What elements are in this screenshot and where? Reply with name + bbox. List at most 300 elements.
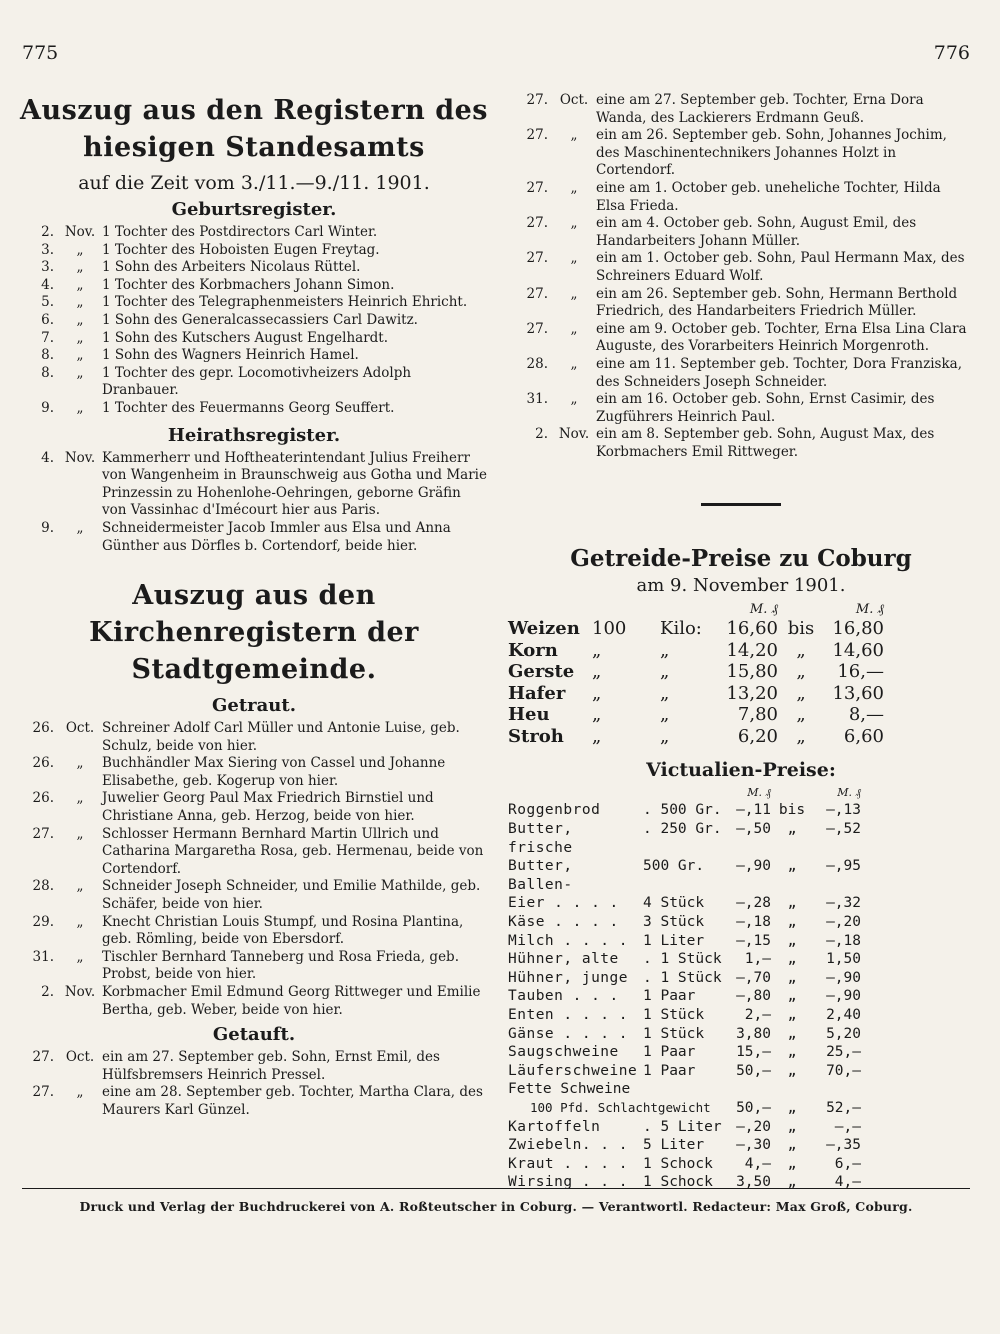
victual-price-high: 70,— [826,1062,861,1079]
entry-day: 27. [32,1084,54,1101]
entry-text: ein am 27. September geb. Sohn, Ernst Emil, des Hülfsbremsers Heinrich Pressel. [102,1049,440,1083]
victual-price-low: —,30 [736,1137,771,1154]
victual-price-high: 4,— [834,1174,861,1191]
victual-bis: „ [787,1062,797,1079]
registry-title: Auszug aus den Registern des hiesigen Standesamts [20,95,488,163]
list-item [20,914,488,949]
victual-bis: „ [787,821,797,838]
entry-day: 27. [526,285,548,302]
list-item [20,826,488,879]
entry-month: Oct. [559,92,589,108]
victual-bis: „ [787,1007,797,1023]
entry-day: 4. [41,276,54,293]
entry-text: ein am 26. September geb. Sohn, Johannes Jochim, des Maschinentechnikers Johannes Holzt in Cortendorf. [596,127,947,179]
entry-month: „ [570,320,578,337]
victual-row [508,1062,974,1081]
victual-row [508,969,974,988]
list-item [20,949,488,984]
baptisms-left-list [20,1049,488,1119]
grain-price-low: 13,20 [726,682,778,704]
entry-day: 9. [41,519,54,536]
grain-name: Korn [508,639,558,661]
entry-month: Oct. [65,720,95,737]
entry-day: 27. [526,215,548,232]
grain-unit: „ [660,725,670,747]
list-item [508,215,974,250]
victual-row [508,801,974,820]
grain-unit: „ [660,704,670,726]
grain-title: Getreide-Preise zu Coburg [570,545,912,573]
entry-month: „ [76,913,84,930]
victual-name: Läuferschweine [508,1062,638,1079]
victual-name: Wirsing . . . [508,1174,628,1191]
victual-price-high: —,90 [826,969,861,986]
entry-text: 1 Tochter des gepr. Locomotivheizers Adolph Dranbauer. [102,364,412,399]
victual-bis: „ [787,969,797,986]
victual-bis: „ [787,1137,797,1154]
unit-mark-4: M. ₰ [837,786,861,800]
victual-name: Kraut . . . . [508,1155,628,1172]
list-item [508,426,974,461]
victual-price-high: —,20 [826,914,861,931]
victual-name: Zwiebeln. . . [508,1137,628,1154]
baptisms-right-list [508,92,974,461]
grain-price-high: 6,60 [843,725,884,747]
victual-row [508,857,974,894]
victual-bis: „ [787,858,797,875]
entry-day: 26. [32,720,54,737]
victual-price-low: —,20 [736,1118,771,1135]
list-item [20,242,488,260]
victual-price-low: 50,— [736,1062,771,1079]
victual-price-high: —,95 [826,858,861,875]
entry-day: 2. [535,426,548,443]
victual-price-low: 1,— [744,951,771,968]
list-item [20,755,488,790]
victual-price-high: —,35 [826,1137,861,1154]
list-item [20,790,488,825]
entry-month: „ [76,878,84,895]
entry-day: 26. [32,790,54,807]
victual-name: Hühner, junge [508,969,628,986]
victual-name: Tauben . . . [508,988,619,1005]
victual-bis: bis [778,802,806,819]
victual-row [508,894,974,913]
grain-row [508,640,974,662]
entry-text: ein am 1. October geb. Sohn, Paul Hermann Max, des Schreiners Eduard Wolf. [596,250,965,284]
grain-unit: Kilo: [660,618,702,640]
victual-qty: 1 Paar [643,1044,696,1061]
grain-price-high: 8,— [848,704,884,726]
victual-name: Saugschweine [508,1044,619,1061]
section-divider [701,503,781,506]
entry-text: 1 Sohn des Kutschers August Engelhardt. [102,329,389,346]
entry-text: Juwelier Georg Paul Max Friedrich Birnstiel und Christiane Anna, geb. Herzog, beide von hier. [102,790,434,825]
list-item [20,1084,488,1119]
entry-month: „ [570,179,578,196]
weddings-heading: Getraut. [212,695,296,717]
entry-month: „ [570,355,578,372]
list-item [508,180,974,215]
entry-day: 8. [41,347,54,364]
entry-text: eine am 1. October geb. uneheliche Tochter, Hilda Elsa Frieda. [596,179,941,214]
entry-day: 8. [41,364,54,381]
grain-unit: „ [660,661,670,683]
entry-month: Nov. [64,224,96,240]
victual-bis: „ [787,914,797,931]
entry-text: ein am 8. September geb. Sohn, August Max, des Korbmachers Emil Rittweger. [596,426,935,460]
grain-price-low: 6,20 [737,725,778,747]
entry-day: 28. [526,355,548,372]
victual-name: Butter, frische [508,821,573,856]
victual-price-low: —,90 [736,858,771,875]
grain-date: am 9. November 1901. [636,575,846,597]
grain-bis: bis [787,618,815,640]
fette-price-high: 52,— [826,1099,861,1116]
period-line: auf die Zeit vom 3./11.—9./11. 1901. [78,172,430,194]
grain-price-high: 16,80 [832,618,884,640]
victual-qty: . 1 Stück [643,951,722,968]
list-item [20,520,488,555]
grain-amount: „ [592,661,602,683]
entry-day: 27. [526,179,548,196]
grain-row [508,661,974,683]
victual-price-low: —,28 [736,895,771,912]
list-item [20,294,488,312]
victual-row [508,950,974,969]
entry-month: „ [76,399,84,416]
victual-price-high: 5,20 [826,1025,861,1042]
grain-price-low: 15,80 [726,661,778,683]
list-item [20,400,488,418]
entry-month: „ [76,329,84,346]
entry-day: 2. [41,984,54,1000]
unit-mark-1: M. ₰ [749,602,778,618]
entry-day: 27. [526,92,548,108]
entry-day: 6. [41,311,54,328]
victual-qty: 4 Stück [643,895,705,912]
entry-month: „ [76,948,84,965]
list-item [20,984,488,1019]
weddings-list [20,720,488,1019]
list-item [20,347,488,365]
entry-month: Nov. [64,984,96,1000]
entry-month: „ [76,241,84,258]
entry-day: 31. [32,948,54,965]
church-title: Auszug aus den Kirchenregistern der Stadtgemeinde. [89,580,419,686]
entry-text: 1 Tochter des Postdirectors Carl Winter. [102,224,378,240]
entry-month: „ [76,1084,84,1101]
victuals-table-2 [508,1118,974,1192]
grain-bis: „ [796,725,806,747]
unit-mark-2: M. ₰ [855,602,884,618]
victual-qty: . 5 Liter [643,1118,722,1135]
entry-month: „ [76,347,84,364]
victual-qty: 1 Stück [643,1007,705,1023]
unit-mark-3: M. ₰ [747,786,771,800]
victual-bis: „ [787,1025,797,1042]
victual-name: Hühner, alte [508,951,619,968]
fette-label-row [508,1080,974,1099]
entry-month: „ [570,285,578,302]
victual-price-high: 6,— [834,1155,861,1172]
grain-bis: „ [796,682,806,704]
entry-day: 26. [32,755,54,772]
victual-bis: „ [787,932,797,949]
victual-row [508,913,974,932]
victual-row [508,1118,974,1137]
victual-price-low: 3,80 [736,1025,771,1042]
entry-text: eine am 9. October geb. Tochter, Erna Elsa Lina Clara Auguste, des Vorarbeiters Heinrich Morgenroth. [596,320,967,355]
marriages-heading: Heirathsregister. [167,424,341,446]
victual-price-high: —,52 [826,821,861,838]
victual-row [508,1043,974,1062]
page-number-left: 775 [22,42,59,64]
list-item [508,127,974,180]
list-item [20,277,488,295]
victual-price-high: —,18 [826,932,861,949]
entry-month: „ [570,250,578,267]
victuals-units [508,785,974,801]
entry-text: 1 Tochter des Korbmachers Johann Simon. [102,276,395,293]
list-item [508,92,974,127]
victual-price-high: —,13 [826,802,861,819]
victual-price-low: 15,— [736,1044,771,1061]
victual-name: Gänse . . . . [508,1025,628,1042]
births-heading: Geburtsregister. [171,199,337,220]
victual-bis: „ [787,1174,797,1191]
victual-qty: 1 Paar [643,988,696,1005]
entry-month: „ [76,755,84,772]
grain-amount: 100 [592,618,627,640]
victual-price-low: —,50 [736,821,771,838]
victual-name: Milch . . . . [508,932,628,949]
entry-text: Schneider Joseph Schneider, und Emilie Mathilde, geb. Schäfer, beide von hier. [102,878,481,913]
entry-text: ein am 4. October geb. Sohn, August Emil, des Handarbeiters Johann Müller. [596,215,917,249]
victual-price-high: —,90 [826,988,861,1005]
victual-name: Kartoffeln [508,1118,601,1135]
grain-unit: „ [660,682,670,704]
victual-bis: „ [787,895,797,912]
entry-day: 28. [32,878,54,895]
list-item [508,321,974,356]
grain-name: Hafer [508,682,566,704]
entry-day: 4. [41,449,54,466]
victual-qty: . 1 Stück [643,969,722,986]
victual-price-high: 25,— [826,1044,861,1061]
grain-name: Stroh [508,725,564,747]
entry-text: 1 Tochter des Hoboisten Eugen Freytag. [102,241,380,258]
entry-day: 27. [32,825,54,842]
grain-name: Heu [508,704,550,726]
victual-price-low: —,11 [736,802,771,819]
grain-units [508,602,974,618]
list-item [20,450,488,520]
list-item [20,1049,488,1084]
list-item [508,250,974,285]
grain-name: Weizen [508,618,580,640]
victuals-table [508,801,974,1080]
entry-text: Schneidermeister Jacob Immler aus Elsa und Anna Günther aus Dörfles b. Cortendorf, beide hier. [102,519,451,554]
entry-text: Kammerherr und Hoftheaterintendant Julius Freiherr von Wangenheim in Braunschweig aus Gotha und Marie Prinzessin zu Hohenlohe-Oehringen, geborne Gräfin von Vassinhac d'Imécourt hier aus Paris. [102,449,487,519]
victual-bis: „ [787,951,797,968]
entry-text: eine am 28. September geb. Tochter, Martha Clara, des Maurers Karl Günzel. [102,1084,483,1118]
entry-text: 1 Sohn des Generalcassecassiers Carl Dawitz. [102,311,418,328]
entry-text: Korbmacher Emil Edmund Georg Rittweger und Emilie Bertha, geb. Weber, beide von hier. [102,984,481,1018]
entry-text: 1 Tochter des Telegraphenmeisters Heinrich Ehricht. [102,294,468,311]
victual-qty: . 500 Gr. [643,802,722,819]
victual-row [508,987,974,1006]
grain-amount: „ [592,704,602,726]
entry-month: „ [570,215,578,232]
victual-bis: „ [787,988,797,1005]
list-item [508,391,974,426]
grain-row [508,704,974,726]
victual-bis: „ [787,1044,797,1061]
victual-price-low: —,70 [736,969,771,986]
list-item [508,356,974,391]
entry-text: Knecht Christian Louis Stumpf, und Rosina Plantina, geb. Römling, beide von Ebersdorf. [102,913,464,948]
entry-day: 27. [32,1049,54,1066]
entry-day: 27. [526,320,548,337]
victual-price-high: 1,50 [826,951,861,968]
list-item [20,259,488,277]
entry-month: „ [570,127,578,144]
grain-bis: „ [796,661,806,683]
entry-text: Schlosser Hermann Bernhard Martin Ullrich und Catharina Margaretha Rosa, geb. Hermenau, beide von Cortendorf. [102,825,484,877]
victual-row [508,1006,974,1025]
grain-price-low: 7,80 [737,704,778,726]
list-item [20,312,488,330]
victual-price-high: —,— [834,1118,861,1135]
entry-month: „ [76,276,84,293]
victual-row [508,1155,974,1174]
victual-price-low: 2,— [744,1007,771,1023]
entry-month: „ [76,364,84,381]
entry-month: „ [570,391,578,408]
entry-month: „ [76,294,84,311]
grain-price-low: 16,60 [726,618,778,640]
victual-price-high: —,32 [826,895,861,912]
victual-qty: 1 Paar [643,1062,696,1079]
entry-month: Oct. [65,1049,95,1066]
entry-text: Buchhändler Max Siering von Cassel und Johanne Elisabethe, geb. Kogerup von hier. [102,755,446,789]
entry-month: „ [76,825,84,842]
grain-bis: „ [796,704,806,726]
births-list [20,224,488,418]
victual-name: Käse . . . . [508,914,619,931]
list-item [508,286,974,321]
entry-day: 3. [41,259,54,276]
entry-month: Nov. [558,426,590,443]
victual-price-low: —,80 [736,988,771,1005]
grain-row [508,726,974,748]
marriages-list [20,450,488,556]
entry-text: eine am 11. September geb. Tochter, Dora Franziska, des Schneiders Joseph Schneider. [596,355,963,390]
entry-text: 1 Sohn des Arbeiters Nicolaus Rüttel. [102,259,361,276]
baptisms-heading: Getauft. [212,1024,296,1046]
grain-price-low: 14,20 [726,639,778,661]
victual-qty: 1 Liter [643,932,705,949]
victual-name: Butter, Ballen- [508,858,573,893]
entry-month: „ [76,259,84,276]
list-item [20,330,488,348]
grain-table [508,618,974,747]
victual-price-low: —,18 [736,914,771,931]
victual-price-high: 2,40 [826,1007,861,1023]
entry-text: eine am 27. September geb. Tochter, Erna Dora Wanda, des Lackierers Erdmann Geuß. [596,92,924,126]
entry-day: 31. [526,391,548,408]
grain-price-high: 13,60 [832,682,884,704]
grain-price-high: 16,— [837,661,884,683]
victual-qty: 1 Stück [643,1025,705,1042]
victual-qty: 1 Schock [643,1174,713,1191]
victual-name: Roggenbrod [508,802,601,819]
victual-qty: 5 Liter [643,1137,705,1154]
victual-bis: „ [787,1118,797,1135]
grain-amount: „ [592,725,602,747]
victual-qty: . 250 Gr. [643,821,722,838]
victual-row [508,1025,974,1044]
entry-day: 7. [41,329,54,346]
list-item [20,224,488,242]
entry-month: „ [76,519,84,536]
entry-month: „ [76,311,84,328]
victuals-title: Victualien-Preise: [646,759,836,782]
entry-text: ein am 26. September geb. Sohn, Hermann Berthold Friedrich, des Handarbeiters Friedrich Müller. [596,285,958,320]
grain-amount: „ [592,639,602,661]
right-column [508,92,974,1192]
list-item [20,720,488,755]
entry-text: Tischler Bernhard Tanneberg und Rosa Frieda, geb. Probst, beide von hier. [102,948,459,983]
victual-price-low: 3,50 [736,1174,771,1191]
grain-row [508,683,974,705]
imprint-footer: Druck und Verlag der Buchdruckerei von A. Roßteutscher in Coburg. — Verantwortl. Redacteur: Max Groß, Coburg. [22,1188,970,1214]
grain-price-high: 14,60 [832,639,884,661]
victual-name: Eier . . . . [508,895,619,912]
victual-row [508,820,974,857]
list-item [20,365,488,400]
entry-day: 2. [41,224,54,240]
victual-qty: 1 Schock [643,1155,713,1172]
victual-price-low: 4,— [744,1155,771,1172]
grain-unit: „ [660,639,670,661]
fette-qty: 100 Pfd. Schlachtgewicht [530,1099,711,1115]
entry-day: 29. [32,913,54,930]
grain-name: Gerste [508,661,575,683]
fette-price-low: 50,— [736,1099,771,1116]
victual-qty: 500 Gr. [643,858,705,875]
entry-month: „ [76,790,84,807]
entry-text: 1 Tochter des Feuermanns Georg Seuffert. [102,399,395,416]
fette-bis: „ [787,1099,797,1116]
grain-row [508,618,974,640]
left-column [20,92,488,1120]
entry-month: Nov. [64,449,96,466]
victual-qty: 3 Stück [643,914,705,931]
grain-amount: „ [592,682,602,704]
entry-day: 27. [526,250,548,267]
entry-day: 9. [41,399,54,416]
page-number-right: 776 [933,42,970,64]
fette-row [508,1099,974,1118]
victual-row [508,1136,974,1155]
entry-text: Schreiner Adolf Carl Müller und Antonie Luise, geb. Schulz, beide von hier. [102,720,460,754]
victual-price-low: —,15 [736,932,771,949]
grain-bis: „ [796,639,806,661]
fette-label: Fette Schweine [508,1081,631,1098]
victual-name: Enten . . . . [508,1007,628,1023]
